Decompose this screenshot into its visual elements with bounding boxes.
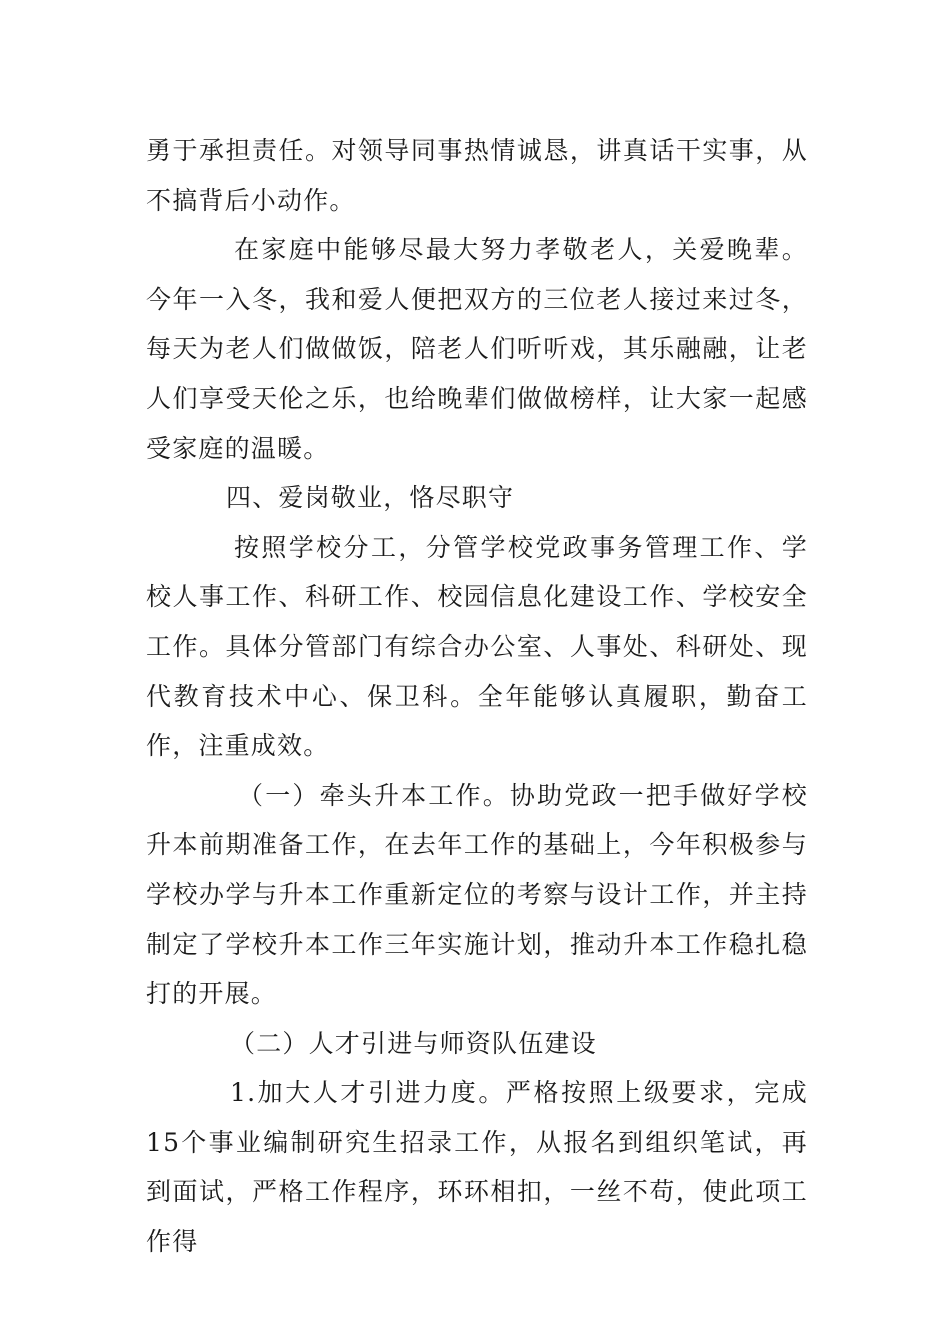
paragraph-duties: 按照学校分工，分管学校党政事务管理工作、学校人事工作、科研工作、校园信息化建设工作、学校安全工作。具体分管部门有综合办公室、人事处、科研处、现代教育技术中心、保卫科。全年能够认真履职，勤奋工作，注重成效。	[146, 532, 808, 761]
paragraph-subsection-1: （一）牵头升本工作。协助党政一把手做好学校升本前期准备工作，在去年工作的基础上，今年积极参与学校办学与升本工作重新定位的考察与设计工作，并主持制定了学校升本工作三年实施计划，推动升本工作稳扎稳打的开展。	[146, 780, 808, 1009]
paragraph-item-1: 1.加大人才引进力度。严格按照上级要求，完成15个事业编制研究生招录工作，从报名到组织笔试，再到面试，严格工作程序，环环相扣，一丝不苟，使此项工作得	[146, 1078, 808, 1257]
paragraph-family: 在家庭中能够尽最大努力孝敬老人，关爱晚辈。今年一入冬，我和爱人便把双方的三位老人接过来过冬，每天为老人们做做饭，陪老人们听听戏，其乐融融，让老人们享受天伦之乐，也给晚辈们做做榜样，让大家一起感受家庭的温暖。	[146, 235, 808, 463]
section-heading-4: 四、爱岗敬业，恪尽职守	[226, 483, 515, 513]
paragraph-continuation: 勇于承担责任。对领导同事热情诚恳，讲真话干实事，从不搞背后小动作。	[146, 136, 808, 215]
subsection-heading-2: （二）人才引进与师资队伍建设	[230, 1028, 597, 1058]
document-page	[146, 126, 808, 1267]
